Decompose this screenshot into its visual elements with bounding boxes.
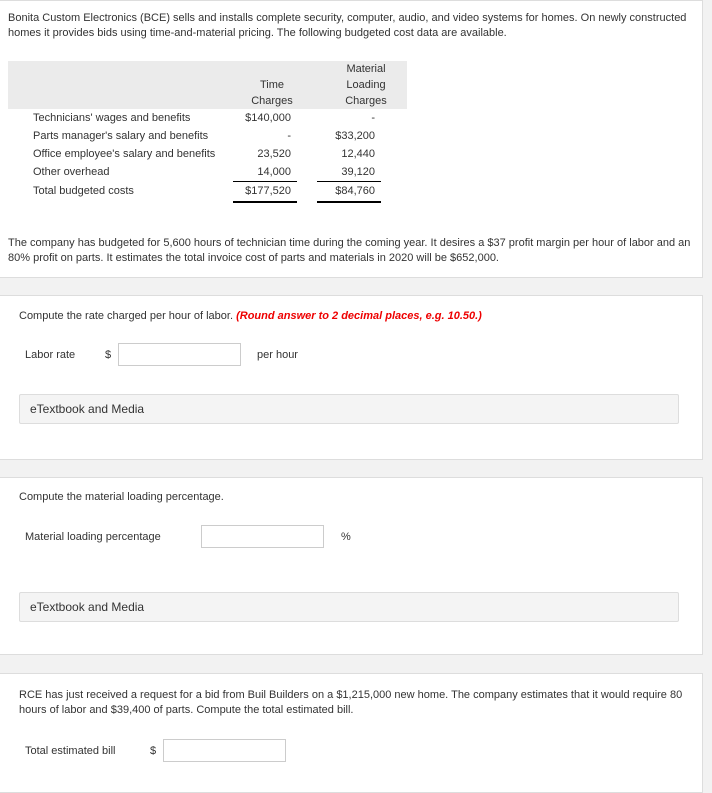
time-value: - [287,130,291,142]
header-material [330,61,402,109]
material-value: $33,200 [335,130,375,142]
prompt-text: Compute the rate charged per hour of labor. [19,310,234,322]
row-label: Office employee's salary and benefits [33,148,216,160]
header-time [240,77,304,109]
row-label: Total budgeted costs [33,185,134,197]
material-value: - [371,112,375,124]
rounding-hint: (Round answer to 2 decimal places, e.g. 10.50.) [236,310,482,322]
question-1-panel [0,295,703,460]
material-loading-label: Material loading percentage [25,531,161,543]
dollar-sign: $ [105,349,112,361]
table-row [33,109,393,127]
total-bill-input[interactable] [163,739,286,762]
row-label: Technicians' wages and benefits [33,112,191,124]
percent-label: % [341,531,351,543]
per-hour-label: per hour [257,349,298,361]
info-text: The company has budgeted for 5,600 hours of technician time during the coming year. It desires a $37 profit margin per hour of labor and an 80% profit on parts. It estimates the total invoice cost of parts and materials in 2020 will be $652,000. [8,237,691,264]
time-value: 14,000 [257,166,291,178]
intro-text: Bonita Custom Electronics (BCE) sells and installs complete security, computer, audio, and video systems for homes. On newly constructed homes it provides bids using time-and-material pricing. The following budgeted cost data are available. [8,12,687,39]
material-value: 12,440 [341,148,375,160]
labor-rate-input[interactable] [118,343,241,366]
header-line: Material [346,63,386,75]
header-line: Charges [345,95,387,107]
question-prompt: RCE has just received a request for a bid from Buil Builders on a $1,215,000 new home. The company estimates that it would require 80 hours of labor and $39,400 of parts. Compute the total estimated bill. [19,689,683,716]
total-bill-label: Total estimated bill [25,745,116,757]
material-value: $84,760 [335,185,375,197]
question-prompt: Compute the material loading percentage. [19,491,224,503]
time-value: $177,520 [245,185,291,197]
table-row [33,145,393,163]
header-line: Charges [251,95,293,107]
etextbook-media-button[interactable]: eTextbook and Media [19,394,679,424]
table-row-total [33,182,393,200]
labor-rate-label: Labor rate [25,349,76,361]
table-row [33,163,393,181]
question-2-panel [0,477,703,655]
question-prompt [19,309,482,324]
table-row [33,127,393,145]
row-label: Parts manager's salary and benefits [33,130,209,142]
row-label: Other overhead [33,166,110,178]
material-loading-input[interactable] [201,525,324,548]
material-value: 39,120 [341,166,375,178]
dollar-sign: $ [150,745,157,757]
total-line [317,201,381,203]
etextbook-media-button[interactable]: eTextbook and Media [19,592,679,622]
header-line: Loading [346,79,386,91]
header-line: Time [259,79,285,91]
problem-panel [0,0,703,278]
time-value: $140,000 [245,112,291,124]
time-value: 23,520 [257,148,291,160]
total-line [233,201,297,203]
question-3-panel [0,673,703,793]
